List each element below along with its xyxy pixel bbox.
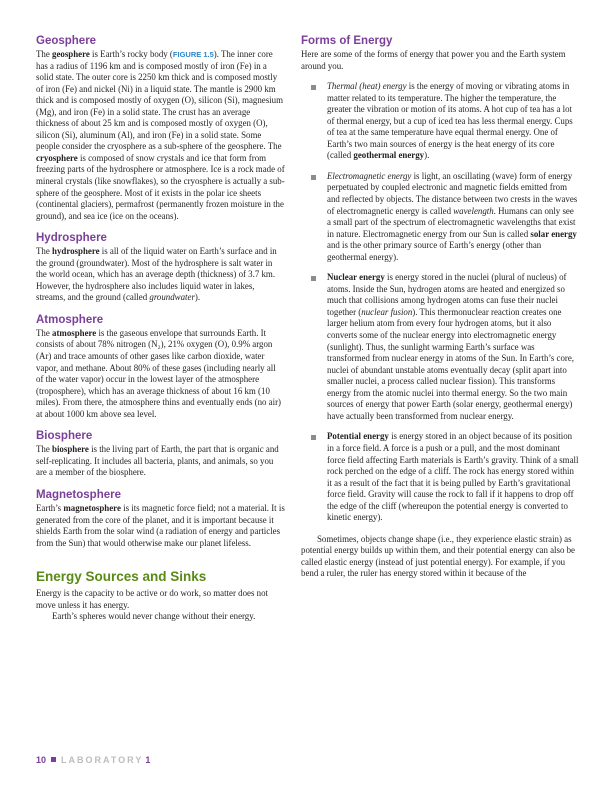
term-nuclear-fusion: nuclear fusion	[361, 306, 413, 317]
term-wavelength: wavelength	[453, 205, 494, 216]
closing-paragraph: Sometimes, objects change shape (i.e., they experience elastic strain) as potential energy builds up within them, and their potential energy can also be called elastic energy (instead of just potential energy). For example, if you bend a ruler, the ruler has energy stored within it because of the	[301, 533, 575, 579]
hydrosphere-paragraph: The hydrosphere is all of the liquid water on Earth’s surface and in the ground (groundwater). Most of the hydrosphere is salt water in the world ocean, which has an average depth (thickness) of 3.7 km. However, the hydrosphere also includes liquid water in lakes, streams, and the ground (called groundwater).	[36, 246, 277, 303]
heading-energy-sources-sinks: Energy Sources and Sinks	[36, 569, 207, 585]
term-geothermal-energy: geothermal energy	[353, 150, 425, 161]
heading-magnetosphere: Magnetosphere	[36, 488, 121, 501]
list-item-potential: Potential energy is energy stored in an object because of its position in a force field. A force is a push or a pull, and the most dominant force field affecting Earth materials is Earth’s gravity. Think of a small rock perched on the edge of a cliff. The rock has energy stored within it as a result of the fact that it is being pulled by Earth’s gravitational force field. Gravity will cause the rock to fall if it happens to drop off the edge of the cliff (whereupon the potential energy is converted to kinetic energy).	[301, 431, 579, 523]
square-bullet-icon	[311, 175, 316, 180]
term-electromagnetic-energy: Electromagnetic energy	[327, 170, 412, 181]
term-magnetosphere: magnetosphere	[63, 502, 121, 513]
list-item-electromagnetic: Electromagnetic energy is light, an oscillating (wave) form of energy perpetuated by coupled electronic and magnetic fields emitted from and reflected by objects. The distance between two crests in the waves of electromagnetic energy is called wavelength. Humans can only see a small part of the spectrum of electromagnetic wavelengths that exist in nature. Electromagnetic energy from our Sun is called solar energy and is the other primary source of Earth’s energy (other than geothermal energy).	[301, 171, 579, 263]
footer-label: LABORATORY	[61, 755, 144, 765]
heading-geosphere: Geosphere	[36, 35, 97, 47]
list-item-thermal: Thermal (heat) energy is the energy of moving or vibrating atoms in matter related to its temperature. The higher the temperature, the greater the vibration or motion of its atoms. A hot cup of tea has a lot of thermal energy, but a cup of iced tea has less thermal energy. Cups of tea at the same temperature have equal thermal energy. One of Earth’s two main sources of energy is the heat energy of its core (called geothermal energy).	[301, 81, 579, 162]
energy-paragraph-2: Earth’s spheres would never change without their energy.	[52, 611, 256, 622]
energy-forms-list	[301, 81, 579, 524]
energy-paragraph-1: Energy is the capacity to be active or do work, so matter does not move unless it has energy.	[36, 588, 268, 610]
right-column	[301, 34, 579, 580]
atmosphere-paragraph: The atmosphere is the gaseous envelope that surrounds Earth. It consists of about 78% nitrogen (N₂), 21% oxygen (O), 0.9% argon (Ar) and trace amounts of other gases like carbon dioxide, water vapor, and methane. About 80% of these gases (including nearly all of the water vapor) occur in the lowest layer of the atmosphere (troposphere), which has an average thickness of about 16 km (10 miles). From there, the atmosphere thins and eventually ends (no air) at about 1000 km above sea level.	[36, 327, 281, 419]
square-bullet-icon	[311, 276, 316, 281]
heading-biosphere: Biosphere	[36, 430, 93, 443]
page-footer	[36, 755, 152, 765]
section-atmosphere	[36, 313, 285, 420]
magnetosphere-paragraph: Earth’s magnetosphere is its magnetic force field; not a material. It is generated from the core of the planet, and it is important because it shields Earth from the solar wind (a radiation of energy and particles from the Sun) that would otherwise make our planet lifeless.	[36, 502, 285, 548]
term-biosphere: biosphere	[52, 444, 89, 455]
heading-forms-of-energy: Forms of Energy	[301, 35, 393, 47]
section-biosphere	[36, 429, 285, 479]
section-energy-sources	[36, 569, 285, 623]
term-hydrosphere: hydrosphere	[52, 246, 100, 257]
term-atmosphere: atmosphere	[52, 327, 97, 338]
chapter-number: 1	[145, 755, 153, 765]
heading-atmosphere: Atmosphere	[36, 313, 104, 326]
forms-intro: Here are some of the forms of energy that power you and the Earth system around you.	[301, 49, 566, 71]
geosphere-paragraph: The geosphere is Earth’s rocky body (FIGURE 1.5). The inner core has a radius of 1196 km and is composed mostly of iron (Fe) in a solid state. The outer core is 2250 km thick and is composed mostly of iron (Fe) and nickel (Ni) in a liquid state. The mantle is 2900 km thick and is composed mostly of oxygen (O), silicon (Si), magnesium (Mg), and iron (Fe) in a solid state. The crust has an average thickness of about 25 km and is composed mostly of oxygen (O), silicon (Si), aluminum (Al), and iron (Fe) in a solid state. Some people consider the cryosphere as a sub-sphere of the geosphere. The cryosphere is composed of snow crystals and ice that form from freezing parts of the hydrosphere or atmosphere. Ice is a rock made of mineral crystals (like snowflakes), so the cryosphere is actually a sub-sphere of the geosphere. Most of it exists in the polar ice sheets (continental glaciers), permafrost (permanently frozen moisture in the ground), and sea ice (ice on the oceans).	[36, 49, 285, 221]
term-geosphere: geosphere	[52, 49, 90, 59]
term-nuclear-energy: Nuclear energy	[327, 272, 385, 283]
list-item-nuclear: Nuclear energy is energy stored in the nuclei (plural of nucleus) of atoms. Inside the Sun, hydrogen atoms are heated and energized so much that collisions among hydrogen atoms can fuse their nuclei together (nuclear fusion). This thermonuclear reaction creates one larger helium atom from every four hydrogen atoms, but it also converts some of the nuclear energy into electromagnetic energy (sunlight). Thus, the sunlight warming Earth’s surface was transformed from nuclear energy in atoms of the Sun. In Earth’s core, nuclei of abundant unstable atoms eventually decay (split apart into smaller nuclei, a process called nuclear fission). This transforms energy from the atomic nuclei into thermal energy. So the two main sources of energy that power Earth (solar energy, geothermal energy) have actually been transformed from nuclear energy.	[301, 272, 579, 422]
figure-reference-link[interactable]: FIGURE 1.5	[172, 50, 214, 59]
biosphere-paragraph: The biosphere is the living part of Earth, the part that is organic and self-replicating. It includes all bacteria, plants, and animals, so you are a member of the biosphere.	[36, 444, 279, 478]
section-magnetosphere	[36, 488, 285, 549]
heading-hydrosphere: Hydrosphere	[36, 232, 107, 245]
term-cryosphere: cryosphere	[36, 152, 78, 163]
term-solar-energy: solar energy	[530, 228, 577, 239]
section-geosphere	[36, 34, 285, 222]
square-bullet-icon	[311, 435, 316, 440]
term-potential-energy: Potential energy	[327, 431, 389, 442]
square-bullet-icon	[311, 85, 316, 90]
term-thermal-energy: Thermal (heat) energy	[327, 81, 407, 92]
square-separator-icon	[51, 757, 56, 762]
section-hydrosphere	[36, 231, 285, 304]
page-number: 10	[36, 755, 47, 765]
term-groundwater: groundwater	[149, 292, 195, 303]
left-column	[36, 34, 285, 632]
